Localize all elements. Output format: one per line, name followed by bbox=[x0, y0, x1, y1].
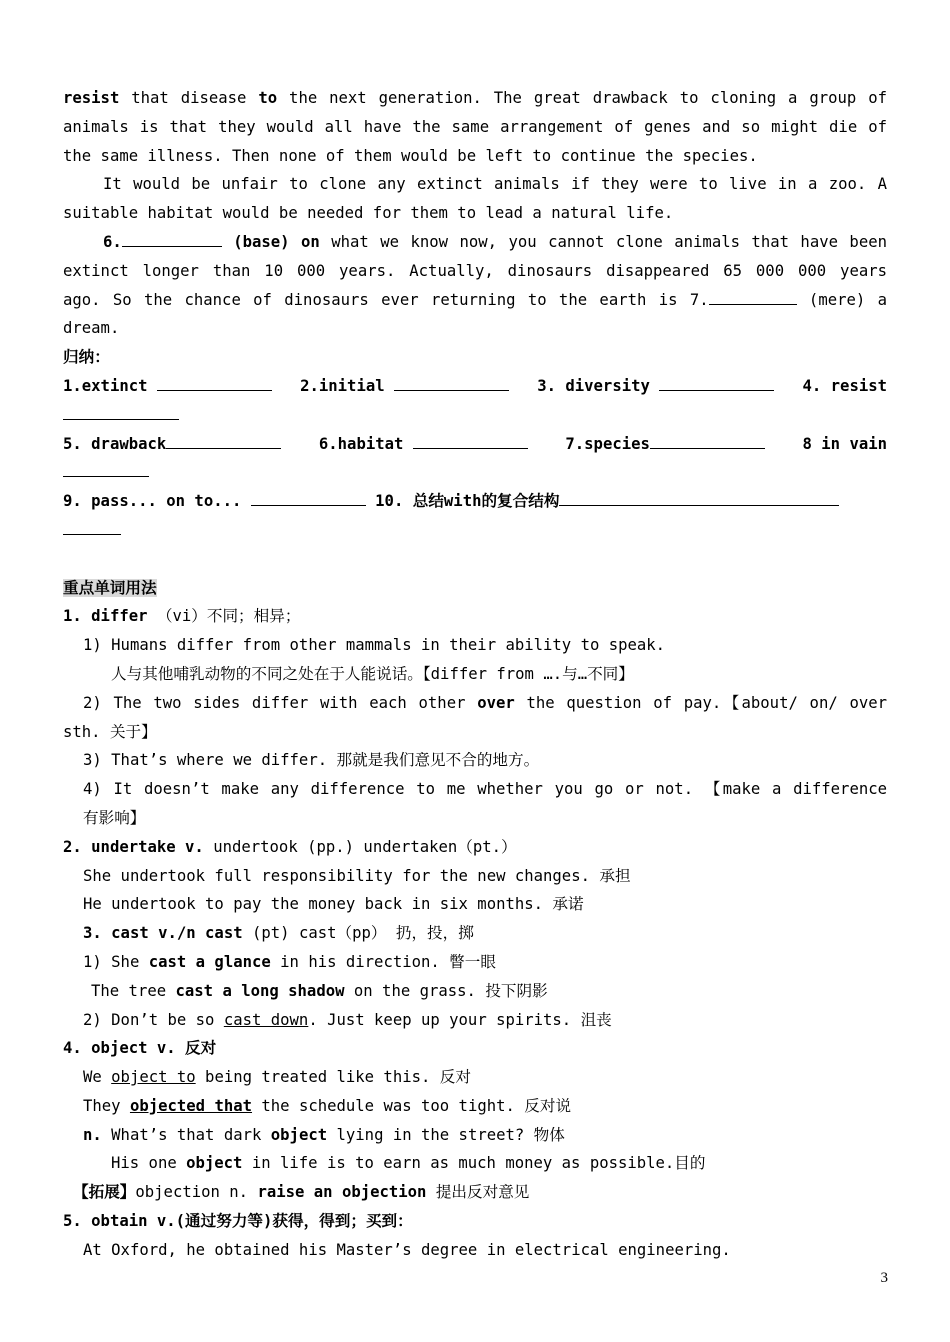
answer-blank[interactable] bbox=[650, 432, 765, 449]
summary-item: 8 in vain bbox=[802, 434, 887, 453]
text: ago. So the chance of dinosaurs ever returning to the earth is 7. bbox=[63, 290, 709, 309]
summary-item: 3. diversity bbox=[537, 372, 774, 401]
text: the next generation. The great drawback to cloning a group of bbox=[277, 89, 887, 107]
answer-blank[interactable] bbox=[63, 460, 149, 477]
example-translation: 人与其他哺乳动物的不同之处在于人能说话。【differ from ….与…不同】 bbox=[111, 664, 634, 683]
document-page bbox=[63, 84, 887, 1265]
entry-title: 1. differ （vi）不同；相异； bbox=[63, 607, 301, 626]
summary-item: 9. pass... on to... bbox=[63, 492, 242, 511]
bold-word: resist bbox=[63, 89, 120, 107]
example: 4) It doesn’t make any difference to me whether you go or not. 【make a difference bbox=[83, 780, 887, 799]
answer-blank[interactable] bbox=[63, 403, 179, 420]
summary-item: 6.habitat bbox=[319, 430, 528, 459]
page-number: 3 bbox=[880, 1270, 888, 1286]
question-number: 6. bbox=[103, 232, 122, 251]
bold-word: to bbox=[258, 89, 278, 107]
example: His one object in life is to earn as much money as possible.目的 bbox=[111, 1154, 706, 1173]
summary-item: 10. 总结with的复合结构 bbox=[375, 492, 560, 511]
bold-hint: (base) on bbox=[221, 232, 320, 251]
example: At Oxford, he obtained his Master’s degree in electrical engineering. bbox=[83, 1240, 731, 1259]
example: We object to being treated like this. 反对 bbox=[83, 1068, 471, 1087]
example: He undertook to pay the money back in six months. 承诺 bbox=[83, 895, 584, 914]
text: (mere) a bbox=[796, 290, 887, 309]
passage-line: It would be unfair to clone any extinct animals if they were to live in a zoo. A bbox=[103, 175, 887, 194]
answer-blank[interactable] bbox=[659, 374, 774, 391]
passage-line: suitable habitat would be needed for them to lead a natural life. bbox=[63, 204, 674, 223]
entry-title: 2. undertake v. undertook (pp.) undertaken（pt.） bbox=[63, 837, 517, 856]
example: She undertook full responsibility for the new changes. 承担 bbox=[83, 866, 631, 885]
extension: 【拓展】objection n. raise an objection 提出反对意见 bbox=[73, 1183, 530, 1202]
passage-line: dream. bbox=[63, 319, 120, 338]
answer-blank[interactable] bbox=[559, 489, 839, 506]
vocab-heading-row bbox=[63, 574, 887, 603]
passage-line bbox=[63, 84, 887, 113]
example: 2) The two sides differ with each other over the question of pay.【about/ on/ over bbox=[83, 693, 887, 712]
passage-line bbox=[63, 286, 887, 315]
example: 3) That’s where we differ. 那就是我们意见不合的地方。 bbox=[83, 751, 540, 770]
entry-title: 4. object v. 反对 bbox=[63, 1039, 217, 1058]
example: The tree cast a long shadow on the grass. 投下阴影 bbox=[91, 981, 548, 1000]
passage-line bbox=[63, 228, 887, 257]
example: 有影响】 bbox=[83, 808, 146, 827]
answer-blank[interactable] bbox=[166, 432, 281, 449]
example: They objected that the schedule was too tight. 反对说 bbox=[83, 1096, 572, 1115]
entry-title: 5. obtain v.(通过努力等)获得，得到；买到： bbox=[63, 1212, 413, 1231]
passage-line: extinct longer than 10 000 years. Actually, dinosaurs disappeared 65 000 000 years bbox=[63, 261, 887, 280]
example: sth. 关于】 bbox=[63, 722, 157, 741]
answer-blank[interactable] bbox=[413, 432, 528, 449]
passage-line: animals is that they would all have the same arrangement of genes and so might die of bbox=[63, 117, 887, 136]
answer-blank[interactable] bbox=[63, 518, 121, 535]
summary-row bbox=[63, 487, 887, 516]
answer-blank[interactable] bbox=[251, 489, 366, 506]
text: that disease bbox=[119, 89, 259, 107]
summary-heading: 归纳： bbox=[63, 348, 110, 367]
summary-item: 4. resist bbox=[802, 376, 887, 395]
summary-row bbox=[63, 458, 887, 487]
summary-row bbox=[63, 372, 887, 401]
passage-line: the same illness. Then none of them would be left to continue the species. bbox=[63, 146, 758, 165]
summary-row bbox=[63, 401, 887, 430]
summary-row bbox=[63, 516, 887, 545]
example: n. What’s that dark object lying in the street? 物体 bbox=[83, 1125, 565, 1144]
summary-row bbox=[63, 430, 887, 459]
example: 1) She cast a glance in his direction. 瞥一眼 bbox=[83, 952, 496, 971]
entry-title: 3. cast v./n cast (pt) cast（pp） 扔，投，掷 bbox=[83, 924, 474, 943]
section-heading: 重点单词用法 bbox=[63, 578, 157, 597]
example: 2) Don’t be so cast down. Just keep up your spirits. 沮丧 bbox=[83, 1010, 612, 1029]
answer-blank[interactable] bbox=[122, 230, 222, 247]
answer-blank[interactable] bbox=[394, 374, 509, 391]
answer-blank[interactable] bbox=[709, 288, 797, 305]
summary-item: 1.extinct bbox=[63, 372, 272, 401]
text: what we know now, you cannot clone animals that have been bbox=[319, 232, 887, 251]
answer-blank[interactable] bbox=[157, 374, 272, 391]
summary-item: 2.initial bbox=[300, 372, 509, 401]
spacer bbox=[63, 545, 887, 574]
summary-item: 5. drawback bbox=[63, 430, 281, 459]
summary-item: 7.species bbox=[565, 430, 765, 459]
example: 1) Humans differ from other mammals in their ability to speak. bbox=[83, 636, 666, 655]
